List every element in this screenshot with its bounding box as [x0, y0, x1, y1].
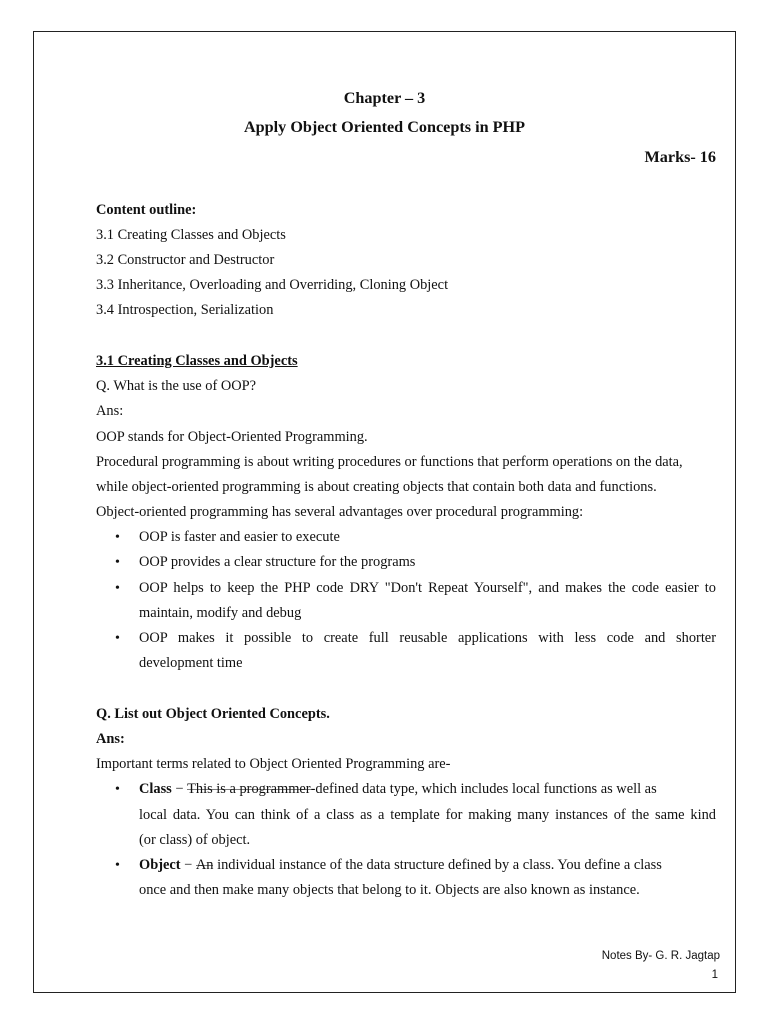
object-definition-line — [139, 856, 662, 874]
page-number: 1 — [711, 969, 718, 981]
bullet-dot: • — [115, 631, 120, 646]
question-text: Q. What is the use of OOP? — [96, 378, 257, 394]
bullet-text: OOP helps to keep the PHP code DRY "Don't Repeat Yourself", and makes the code easier to — [139, 580, 716, 596]
outline-item: 3.4 Introspection, Serialization — [96, 302, 274, 318]
struck-phrase: This is a programmer — [187, 781, 311, 797]
bullet-text-continued: development time — [139, 655, 243, 671]
outline-heading: Content outline: — [96, 202, 197, 218]
answer-label: Ans: — [96, 731, 125, 747]
definition-text: once and then make many objects that belong to it. Objects are also known as instance. — [139, 882, 640, 898]
class-term: Class — [139, 781, 172, 797]
outline-item: 3.1 Creating Classes and Objects — [96, 227, 286, 243]
term-dash: − — [171, 781, 188, 797]
outline-item: 3.2 Constructor and Destructor — [96, 252, 275, 268]
bullet-text: OOP provides a clear structure for the programs — [139, 554, 416, 570]
definition-text: local data. You can think of a class as a template for making many instances of the same kind — [139, 807, 716, 823]
bullet-dot: • — [115, 555, 120, 570]
footer-author: Notes By- G. R. Jagtap — [601, 950, 720, 962]
definition-text: (or class) of object. — [139, 832, 251, 848]
bullet-dot: • — [115, 858, 120, 873]
bullet-dot: • — [115, 581, 120, 596]
bullet-text-continued: maintain, modify and debug — [139, 605, 302, 621]
chapter-title: Apply Object Oriented Concepts in PHP — [243, 118, 526, 136]
bullet-dot: • — [115, 782, 120, 797]
intro-line: Important terms related to Object Oriented Programming are- — [96, 756, 451, 772]
class-definition-line — [139, 780, 716, 798]
bullet-text: OOP makes it possible to create full reusable applications with less code and shorter — [139, 630, 716, 646]
paragraph-line: OOP stands for Object-Oriented Programming. — [96, 429, 368, 445]
question-text: Q. List out Object Oriented Concepts. — [96, 706, 330, 722]
bullet-dot: • — [115, 530, 120, 545]
section-heading: 3.1 Creating Classes and Objects — [96, 353, 298, 369]
struck-phrase: An — [195, 857, 214, 873]
definition-text: individual instance of the data structure defined by a class. You define a class — [213, 857, 662, 873]
paragraph-line: while object-oriented programming is about creating objects that contain both data and functions. — [96, 479, 657, 495]
term-dash: − — [180, 857, 196, 873]
marks-label: Marks- 16 — [644, 148, 716, 166]
paragraph-line: Object-oriented programming has several advantages over procedural programming: — [96, 504, 584, 520]
object-term: Object — [139, 857, 181, 873]
chapter-number: Chapter – 3 — [343, 89, 426, 107]
bullet-text: OOP is faster and easier to execute — [139, 529, 340, 545]
paragraph-line: Procedural programming is about writing procedures or functions that perform operations on the data, — [96, 454, 683, 470]
definition-text: -defined data type, which includes local functions as well as — [310, 781, 657, 797]
answer-label: Ans: — [96, 403, 124, 419]
outline-item: 3.3 Inheritance, Overloading and Overriding, Cloning Object — [96, 277, 449, 293]
